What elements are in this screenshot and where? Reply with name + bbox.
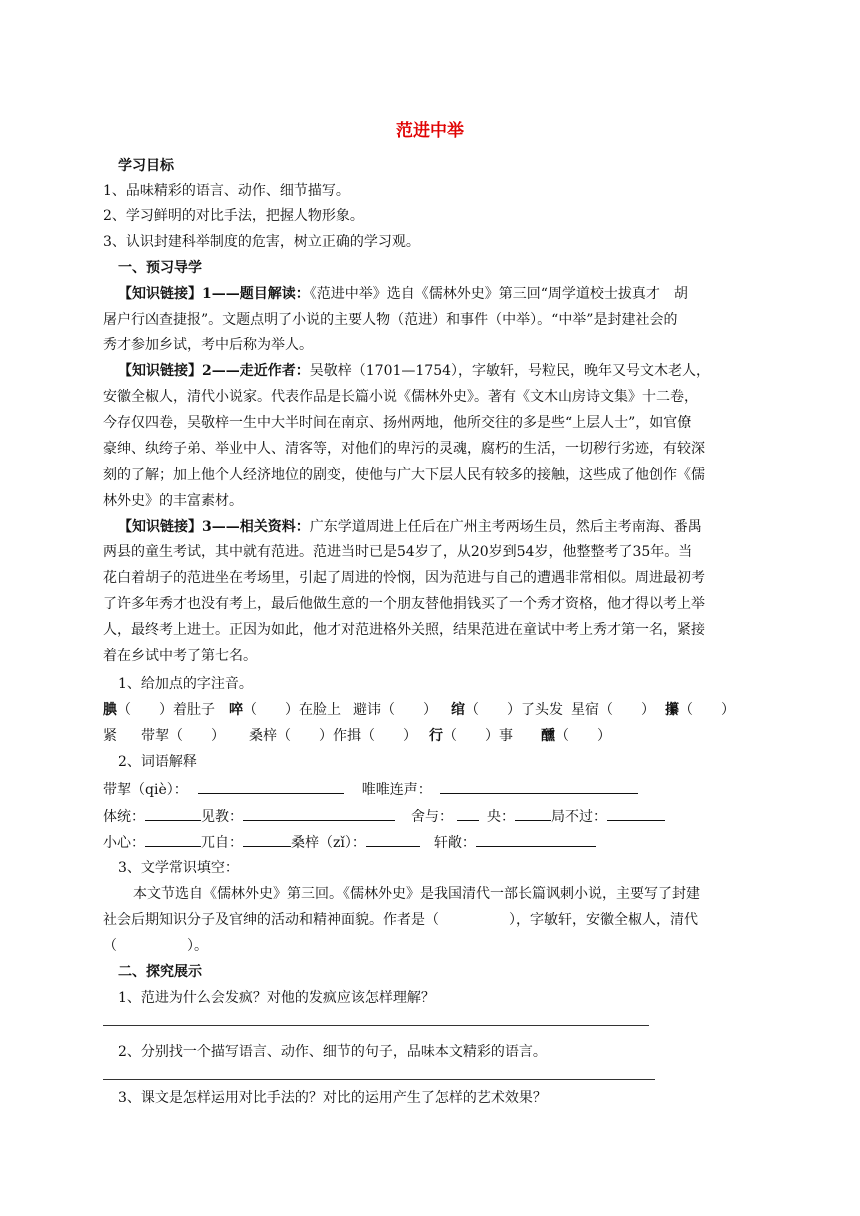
answer-blank[interactable] — [243, 806, 395, 821]
literature-line: 社会后期知识分子及官绅的活动和精神面貌。作者是（ ），字敏轩，安徽全椒人，清代 — [103, 912, 698, 928]
explore-question-1: 1、范进为什么会发疯？对他的发疯应该怎样理解？ — [118, 990, 435, 1006]
answer-blank[interactable] — [243, 832, 291, 847]
vocab-term: 桑梓（zǐ）： — [291, 835, 366, 851]
objective-3: 3、认识封建科举制度的危害，树立正确的学习观。 — [103, 234, 420, 250]
vocab-term: 体统： — [103, 809, 145, 825]
answer-blank[interactable] — [440, 779, 638, 794]
pinyin-blank: （ ）事 — [443, 728, 513, 744]
knowledge-link-1 — [118, 285, 688, 303]
vocab-term: 轩敞： — [433, 835, 476, 851]
question-literature: 3、文学常识填空： — [118, 860, 239, 876]
knowledge-link-3-line: 了许多年秀才也没有考上，最后他做生意的一个朋友替他捐钱买了一个秀才资格，他才得以考上举 — [103, 596, 705, 612]
knowledge-link-1-line: 秀才参加乡试，考中后称为举人。 — [103, 337, 313, 353]
pinyin-blank: （ ）在脸上 — [243, 702, 341, 718]
explore-question-2: 2、分别找一个描写语言、动作、细节的句子，品味本文精彩的语言。 — [118, 1044, 547, 1060]
pinyin-blank: （ ） — [381, 702, 437, 718]
knowledge-link-2-line: 刻的了解；加上他个人经济地位的剧变，使他与广大下层人民有较多的接触，这些成了他创作《儒 — [103, 467, 705, 483]
knowledge-link-3-line: 花白着胡子的范进坐在考场里，引起了周进的怜悯，因为范进与自己的遭遇非常相似。周进最初考 — [103, 570, 705, 586]
answer-blank[interactable] — [145, 832, 201, 847]
answer-blank[interactable] — [198, 779, 344, 794]
vocab-term: 唯唯连声： — [361, 782, 432, 798]
explore-heading: 二、探究展示 — [118, 964, 202, 980]
preview-heading: 一、预习导学 — [118, 260, 202, 276]
vocab-term: 小心： — [103, 835, 145, 851]
pinyin-row-2 — [103, 727, 611, 745]
knowledge-link-3-line: 两县的童生考试，其中就有范进。范进当时已是54岁了，从20岁到54岁，他整整考了35年。当 — [103, 544, 693, 560]
knowledge-link-1-line: 屠户行凶查捷报”。文题点明了小说的主要人物（范进）和事件（中举）。“中举”是封建社会的 — [103, 312, 678, 328]
pinyin-blank: （ ） — [599, 702, 655, 718]
question-vocab: 2、词语解释 — [118, 754, 197, 770]
dotted-char: 行 — [429, 728, 443, 744]
vocab-term: 兀自： — [201, 835, 243, 851]
answer-blank[interactable] — [145, 806, 201, 821]
vocab-term: 见教： — [201, 809, 243, 825]
knowledge-link-2-line: 今存仅四卷，吴敬梓一生中大半时间在南京、扬州两地，他所交往的多是些“上层人士”，如官僚 — [103, 415, 692, 431]
objective-2: 2、学习鲜明的对比手法，把握人物形象。 — [103, 208, 364, 224]
pinyin-blank: （ ） — [555, 728, 611, 744]
vocab-term: 局不过： — [551, 809, 607, 825]
pinyin-blank: （ ） — [169, 728, 225, 744]
page-title: 范进中举 — [396, 121, 464, 141]
pinyin-blank: （ ）着肚子 — [117, 702, 215, 718]
vocab-row-2 — [103, 806, 665, 826]
objective-1: 1、品味精彩的语言、动作、细节描写。 — [103, 183, 350, 199]
knowledge-link-2-line: 林外史》的丰富素材。 — [103, 493, 243, 509]
knowledge-link-2-label: 【知识链接】2——走近作者： — [118, 363, 310, 379]
knowledge-link-1-text: 《范进中举》选自《儒林外史》第三回“周学道校士拔真才 胡 — [309, 286, 688, 302]
pinyin-row-1 — [103, 701, 735, 719]
dotted-word: 星宿 — [571, 702, 599, 718]
dotted-word: 带挈 — [141, 728, 169, 744]
answer-line[interactable] — [103, 1079, 655, 1080]
knowledge-link-2 — [118, 362, 710, 380]
knowledge-link-3-line: 着在乡试中考了第七名。 — [103, 648, 257, 664]
pinyin-blank: （ ） — [361, 728, 417, 744]
answer-blank[interactable] — [457, 806, 479, 821]
knowledge-link-2-line: 豪绅、纨绔子弟、举业中人、清客等，对他们的卑污的灵魂，腐朽的生活，一切秽行劣迹，有较深 — [103, 441, 705, 457]
knowledge-link-3-text: 广东学道周进上任后在广州主考两场生员，然后主考南海、番禺 — [309, 519, 702, 535]
text: 紧 — [103, 728, 117, 744]
vocab-row-3 — [103, 832, 596, 852]
literature-line: 本文节选自《儒林外史》第三回。《儒林外史》是我国清代一部长篇讽刺小说，主要写了封建 — [133, 886, 700, 902]
question-pinyin: 1、给加点的字注音。 — [118, 676, 253, 692]
dotted-word: 避讳 — [353, 702, 381, 718]
answer-blank[interactable] — [515, 806, 551, 821]
knowledge-link-2-text: 吴敬梓（1701—1754），字敏轩，号粒民，晚年又号文木老人， — [309, 363, 711, 379]
answer-blank[interactable] — [607, 806, 665, 821]
vocab-term: 舍与： — [411, 809, 453, 825]
knowledge-link-1-label: 【知识链接】1——题目解读： — [118, 286, 310, 302]
pinyin-blank: （ ） — [679, 702, 735, 718]
vocab-term: 带挈（qiè）： — [103, 782, 188, 798]
dotted-char: 攥 — [665, 702, 679, 718]
knowledge-link-3-line: 人，最终考上进士。正因为如此，他才对范进格外关照，结果范进在童试中考上秀才第一名，紧接 — [103, 622, 705, 638]
dotted-char: 绾 — [451, 702, 465, 718]
dotted-char: 啐 — [229, 702, 243, 718]
pinyin-blank: （ ）了头发 — [465, 702, 563, 718]
literature-line: （ ）。 — [103, 938, 208, 954]
explore-question-3: 3、课文是怎样运用对比手法的？对比的运用产生了怎样的艺术效果？ — [118, 1090, 547, 1106]
answer-blank[interactable] — [366, 832, 420, 847]
dotted-word: 桑梓 — [249, 728, 277, 744]
objectives-heading: 学习目标 — [118, 158, 174, 174]
pinyin-blank: （ ）作揖 — [277, 728, 361, 744]
dotted-char: 醺 — [541, 728, 555, 744]
dotted-char: 腆 — [103, 702, 117, 718]
knowledge-link-2-line: 安徽全椒人，清代小说家。代表作品是长篇小说《儒林外史》。著有《文木山房诗文集》十二卷， — [103, 389, 698, 405]
vocab-row-1 — [103, 779, 638, 799]
answer-line[interactable] — [103, 1025, 649, 1026]
answer-blank[interactable] — [476, 832, 596, 847]
vocab-term: 央： — [487, 809, 515, 825]
knowledge-link-3 — [118, 518, 702, 536]
knowledge-link-3-label: 【知识链接】3——相关资料： — [118, 519, 310, 535]
